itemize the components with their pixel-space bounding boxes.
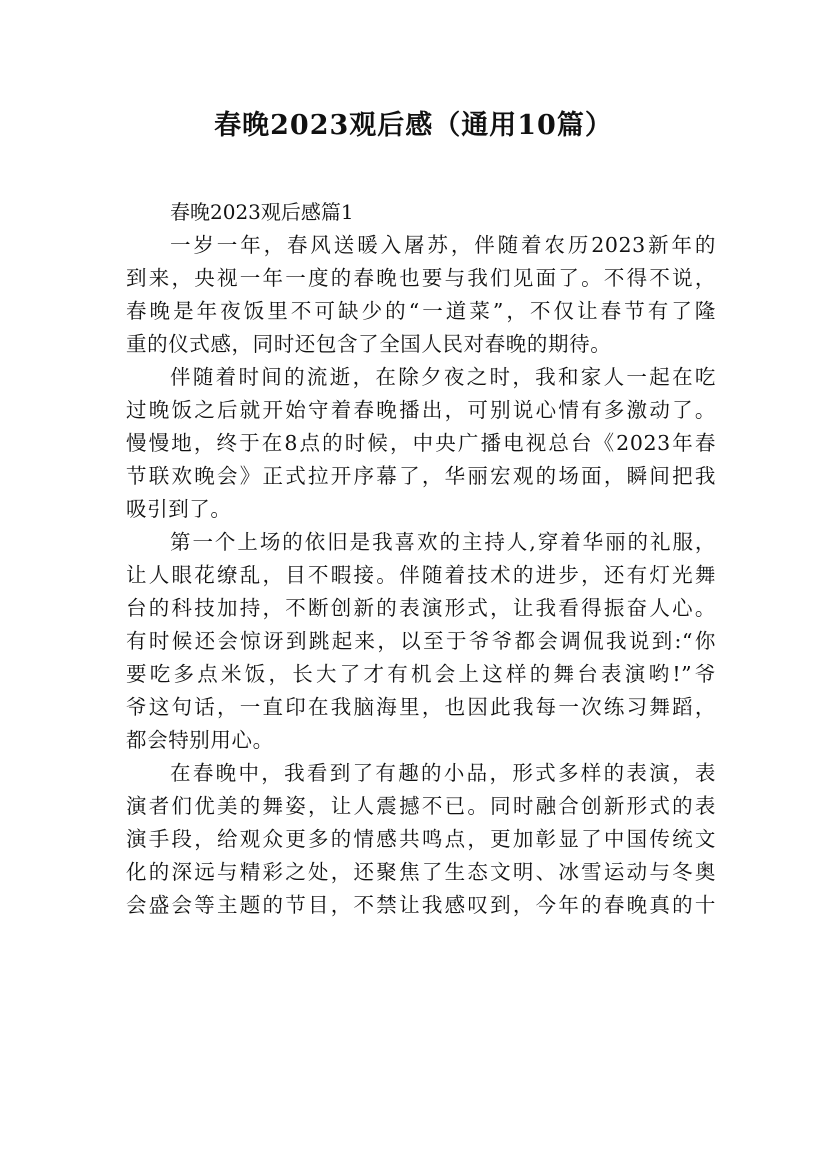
text-line: 吸引到了。 [126, 497, 232, 521]
text-line: 到来，央视一年一度的春晚也要与我们见面了。不得不说， [126, 266, 716, 290]
text-line: 有时候还会惊讶到跳起来，以至于爷爷都会调侃我说到:“你 [126, 629, 716, 653]
document-title: 春晚2023观后感（通用10篇） [214, 110, 613, 141]
paragraph-1 [126, 232, 716, 364]
text-line: 演者们优美的舞姿，让人震撼不已。同时融合创新形式的表 [126, 794, 716, 818]
paragraph-3 [126, 529, 716, 760]
section-heading: 春晚2023观后感篇1 [170, 200, 354, 224]
text-line: 演手段，给观众更多的情感共鸣点，更加彰显了中国传统文 [126, 827, 716, 851]
text-line: 伴随着时间的流逝，在除夕夜之时，我和家人一起在吃 [170, 365, 716, 389]
text-line: 过晚饭之后就开始守着春晚播出，可别说心情有多激动了。 [126, 398, 716, 422]
text-line: 台的科技加持，不断创新的表演形式，让我看得振奋人心。 [126, 596, 716, 620]
paragraph-2 [126, 364, 716, 529]
text-line: 重的仪式感，同时还包含了全国人民对春晚的期待。 [126, 332, 612, 356]
text-line: 第一个上场的依旧是我喜欢的主持人,穿着华丽的礼服， [170, 530, 716, 554]
text-line: 在春晚中，我看到了有趣的小品，形式多样的表演，表 [170, 761, 716, 785]
text-line: 爷这句话，一直印在我脑海里，也因此我每一次练习舞蹈， [126, 695, 716, 719]
document-body [126, 199, 716, 925]
text-line: 要吃多点米饭，长大了才有机会上这样的舞台表演哟!”爷 [126, 662, 716, 686]
text-line: 会盛会等主题的节目，不禁让我感叹到，今年的春晚真的十 [126, 893, 716, 917]
paragraph-4 [126, 760, 716, 925]
text-line: 都会特别用心。 [126, 728, 274, 752]
text-line: 春晚是年夜饭里不可缺少的“一道菜”，不仅让春节有了隆 [126, 299, 716, 323]
text-line: 让人眼花缭乱，目不暇接。伴随着技术的进步，还有灯光舞 [126, 563, 716, 587]
text-line: 化的深远与精彩之处，还聚焦了生态文明、冰雪运动与冬奥 [126, 860, 716, 884]
text-line: 慢慢地，终于在8点的时候，中央广播电视总台《2023年春 [126, 431, 716, 455]
text-line: 一岁一年，春风送暖入屠苏，伴随着农历2023新年的 [170, 233, 716, 257]
text-line: 节联欢晚会》正式拉开序幕了，华丽宏观的场面，瞬间把我 [126, 464, 716, 488]
